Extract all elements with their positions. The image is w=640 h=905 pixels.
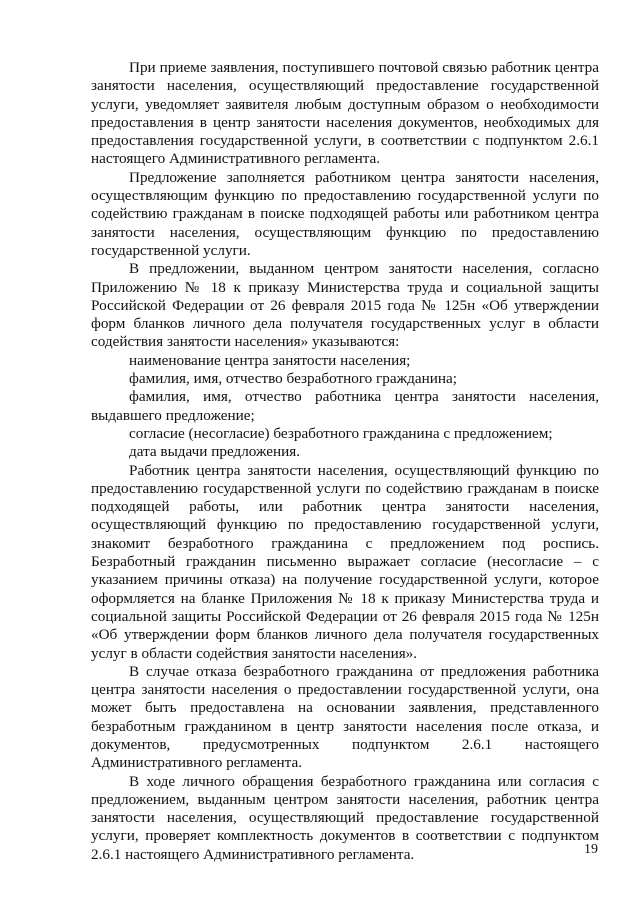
paragraph-postal-application: При приеме заявления, поступившего почтовой связью работник центра занятости населения, осуществляющий предоставление государственной услуги, уведомляет заявителя любым доступным образом о необходимости предоставления в центр занятости населения документов, необходимых для предоставления государственной услуги, в соответствии с подпунктом 2.6.1 настоящего Административного регламента. [91, 59, 599, 168]
paragraph-personal-visit: В ходе личного обращения безработного гражданина или согласия с предложением, выданным центром занятости населения, работник центра занятости населения, осуществляющий предоставление государственной услуги, проверяет комплектность документов в соответствии с подпунктом 2.6.1 настоящего Административного регламента. [91, 772, 599, 863]
paragraph-offer-filled: Предложение заполняется работником центра занятости населения, осуществляющим функцию по предоставлению государственной услуги по содействию гражданам в поиске подходящей работы или работником центра занятости населения, осуществляющим функцию по предоставлению государственной услуги. [91, 168, 599, 259]
paragraph-refusal: В случае отказа безработного гражданина от предложения работника центра занятости населения о предоставлении государственной услуги, она может быть предоставлена на основании заявления, представленного безработным гражданином в центр занятости населения после отказа, и документов, предусмотренных подпунктом 2.6.1 настоящего Административного регламента. [91, 662, 599, 772]
list-item: наименование центра занятости населения; [129, 351, 411, 369]
list-item: фамилия, имя, отчество безработного гражданина; [129, 370, 457, 388]
paragraph-offer-contents: В предложении, выданном центром занятости населения, согласно Приложению № 18 к приказу Министерства труда и социальной защиты Российской Федерации от 26 февраля 2015 года № 125н «Об утверждении форм бланков личного дела получателя государственных услуг в области содействия занятости населения» указываются: [91, 260, 599, 351]
list-item: фамилия, имя, отчество работника центра занятости населения, выдавшего предложение; [91, 388, 599, 424]
list-item: согласие (несогласие) безработного гражданина с предложением; [129, 424, 553, 442]
paragraph-acquaintance: Работник центра занятости населения, осуществляющий функцию по предоставлению государственной услуги по содействию гражданам в поиске подходящей работы, или работник центра занятости населения, осуществляющий функцию по предоставлению государственной услуги, знакомит безработного гражданина с предложением под роспись. Безработный гражданин письменно выражает согласие (несогласие – с указанием причины отказа) на получение государственной услуги, которое оформляется на бланке Приложения № 18 к приказу Министерства труда и социальной защиты Российской Федерации от 26 февраля 2015 года № 125н «Об утверждении форм бланков личного дела получателя государственных услуг в области содействия занятости населения». [91, 461, 599, 662]
list-item: дата выдачи предложения. [129, 443, 301, 461]
page-number: 19 [584, 842, 598, 857]
document-body [91, 59, 599, 864]
